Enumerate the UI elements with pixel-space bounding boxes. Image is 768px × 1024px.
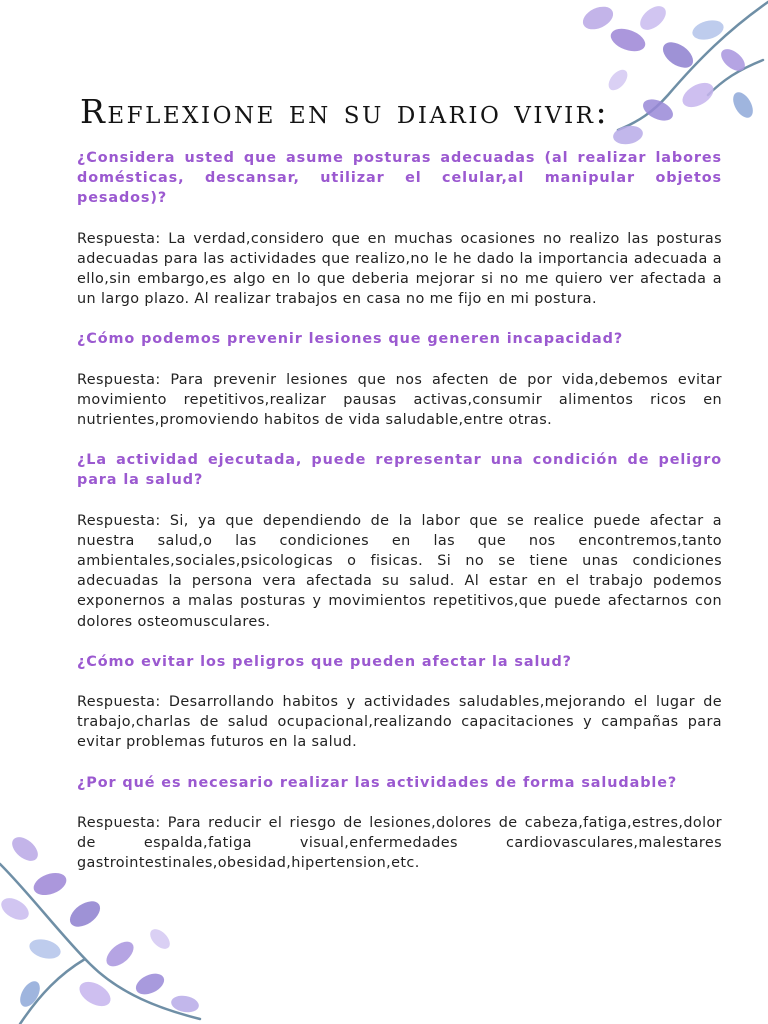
question-2: ¿Cómo podemos prevenir lesiones que generen incapacidad? — [77, 331, 624, 348]
question-3: ¿La actividad ejecutada, puede representar una condición de peligro para la salud? — [77, 452, 722, 489]
question-1: ¿Considera usted que asume posturas adecuadas (al realizar labores domésticas, descansar, utilizar el celular,al manipular objetos pesados)? — [77, 150, 722, 207]
answer-5: Respuesta: Para reducir el riesgo de lesiones,dolores de cabeza,fatiga,estres,dolor de espalda,fatiga visual,enfermedades cardiovasculares,malestares gastrointestinales,obesidad,hipertension,etc. — [77, 814, 722, 872]
question-5: ¿Por qué es necesario realizar las actividades de forma saludable? — [77, 774, 678, 791]
qa-content — [77, 148, 722, 893]
page-title: Reflexione en su diario vivir: — [80, 92, 610, 131]
answer-1: Respuesta: La verdad,considero que en muchas ocasiones no realizo las posturas adecuadas para las actividades que realizo,no le he dado la importancia adecuada a ello,sin embargo,es algo en lo que deberia mejorar si no me quiero ver afectada a un largo plazo. Al realizar trabajos en casa no me fijo en mi postura. — [77, 230, 722, 308]
answer-4: Respuesta: Desarrollando habitos y actividades saludables,mejorando el lugar de trabajo,charlas de salud ocupacional,realizando capacitaciones y campañas para evitar problemas futuros en la salud. — [77, 694, 722, 751]
answer-2: Respuesta: Para prevenir lesiones que nos afecten de por vida,debemos evitar movimiento repetitivos,realizar pausas activas,consumir alimentos ricos en nutrientes,promoviendo habitos de vida saludable,entre otras. — [77, 371, 722, 429]
answer-3: Respuesta: Si, ya que dependiendo de la labor que se realice puede afectar a nuestra salud,o las condiciones en las que nos encontremos,tanto ambientales,sociales,psicologicas o fisicas. Si no se tiene unas condiciones adecuadas la persona vera afectada su salud. Al estar en el trabajo podemos exponernos a malas posturas y movimientos repetitivos,que puede afectarnos con dolores osteomusculares. — [77, 512, 722, 630]
question-4: ¿Cómo evitar los peligros que pueden afectar la salud? — [77, 653, 572, 670]
